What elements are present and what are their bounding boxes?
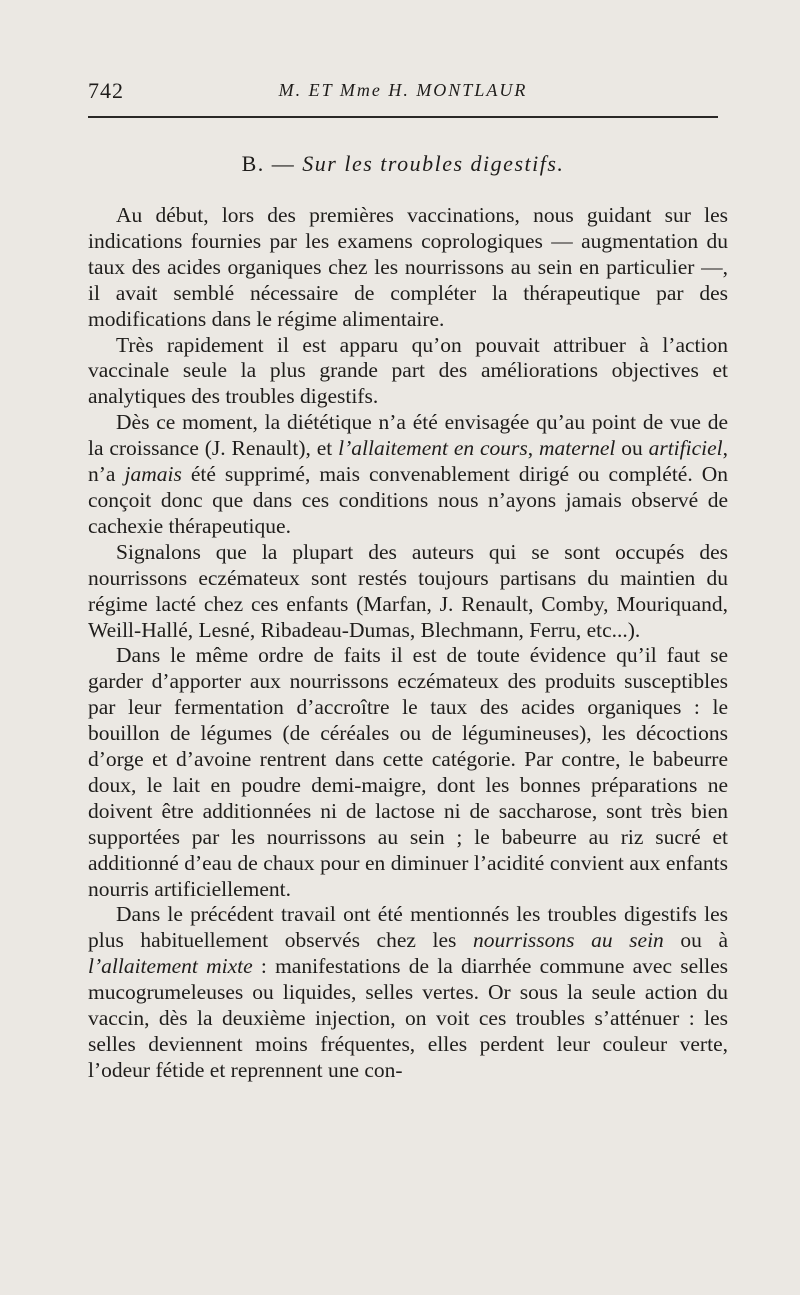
paragraph (88, 410, 728, 540)
italic-text: l’allaitement en cours (338, 436, 528, 461)
italic-text: nourrissons au sein (472, 928, 664, 953)
italic-text: artificiel (648, 436, 723, 461)
paragraph (88, 902, 728, 1083)
text-segment: , (527, 436, 539, 461)
text-segment: , n’a (88, 436, 728, 487)
text-segment: Dans le précédent travail ont été mentionnés les troubles digestifs les plus habituellement observés chez les (88, 902, 728, 953)
section-title: Sur les troubles digestifs. (302, 151, 565, 176)
text-segment: : manifestations de la diarrhée commune avec selles mucogrumeleuses ou liquides, selles vertes. Or sous la seule action du vaccin, dès la deuxième injection, on voit ces troubles s’atténuer : les selles deviennent moins fréquentes, elles perdent leur couleur verte, l’odeur fétide et reprennent une con- (88, 954, 728, 1082)
body-text (88, 203, 728, 1084)
header-rule (88, 116, 718, 118)
paragraph (88, 333, 728, 411)
running-head: M. ET Mme H. MONTLAUR (278, 80, 528, 100)
page-header (88, 78, 718, 108)
text-segment: ou (615, 436, 649, 461)
text-segment: Dès ce moment, la diététique n’a été envisagée qu’au point de vue de la croissance (J. Renault), et (88, 410, 728, 461)
italic-text: jamais (124, 462, 182, 487)
text-segment: Très rapidement il est apparu qu’on pouvait attribuer à l’action vaccinale seule la plus grande part des améliorations objectives et analytiques des troubles digestifs. (88, 332, 728, 409)
section-heading (88, 151, 718, 177)
section-number: B. — (241, 151, 303, 176)
paragraph (88, 203, 728, 333)
page-number: 742 (88, 78, 124, 103)
text-segment: été supprimé, mais convenablement dirigé ou complété. On conçoit donc que dans ces conditions nous n’ayons jamais observé de cachexie thérapeutique. (88, 462, 729, 538)
italic-text: l’allaitement mixte (88, 954, 253, 979)
paragraph (88, 540, 728, 644)
italic-text: maternel (538, 436, 616, 461)
paragraph (88, 643, 728, 902)
text-segment: Signalons que la plupart des auteurs qui se sont occupés des nourrissons eczémateux sont restés toujours partisans du maintien du régime lacté chez ces enfants (Marfan, J. Renault, Comby, Mouriquand, Weill-Hallé, Lesné, Ribadeau-Dumas, Blechmann, Ferru, etc...). (88, 539, 728, 642)
text-segment: Dans le même ordre de faits il est de toute évidence qu’il faut se garder d’apporter aux nourrissons eczémateux des produits susceptibles par leur fermentation d’accroître le taux des acides organiques : le bouillon de légumes (de céréales ou de légumineuses), les décoctions d’orge et d’avoine rentrent dans cette catégorie. Par contre, le babeurre doux, le lait en poudre demi-maigre, dont les bonnes préparations ne doivent être additionnées ni de lactose ni de saccharose, sont très bien supportées par les nourrissons au sein ; le babeurre au riz sucré et additionné d’eau de chaux pour en diminuer l’acidité convient aux enfants nourris artificiellement. (88, 643, 728, 901)
text-segment: ou à (663, 928, 729, 953)
text-segment: Au début, lors des premières vaccinations, nous guidant sur les indications fournies par les examens coprologiques — augmentation du taux des acides organiques chez les nourrissons au sein en particulier —, il avait semblé nécessaire de compléter la thérapeutique par des modifications dans le régime alimentaire. (88, 203, 728, 331)
